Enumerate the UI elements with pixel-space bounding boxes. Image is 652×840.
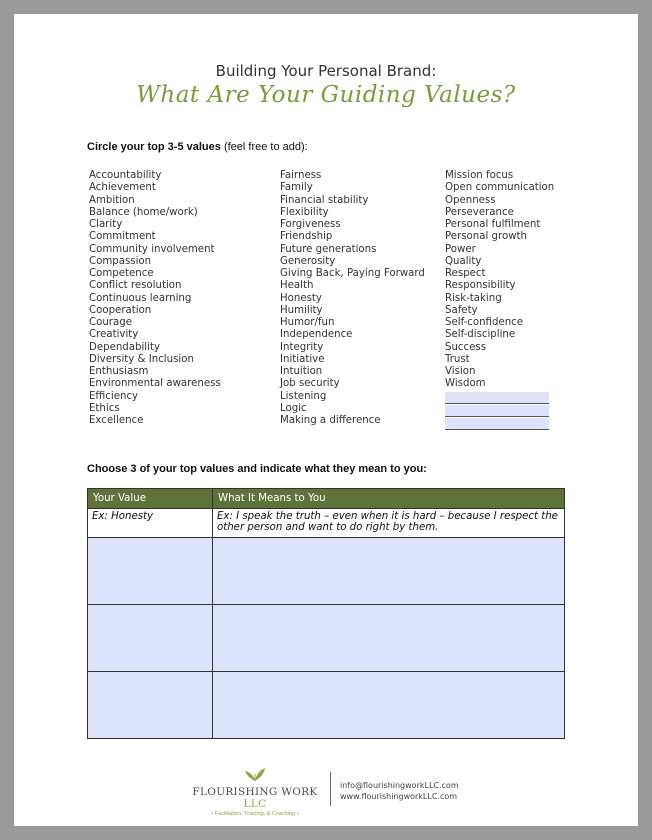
value-item[interactable]: Dependability	[89, 341, 160, 353]
value-field-1[interactable]	[88, 538, 213, 605]
value-item[interactable]: Logic	[280, 402, 307, 414]
meaning-field-3[interactable]	[213, 672, 565, 739]
value-item[interactable]: Initiative	[280, 353, 325, 365]
add-value-field-2[interactable]	[445, 405, 549, 417]
circle-values-instruction	[87, 141, 308, 153]
header-meaning: What It Means to You	[213, 489, 565, 509]
header-your-value: Your Value	[88, 489, 213, 509]
add-value-field-1[interactable]	[445, 392, 549, 404]
value-item[interactable]: Efficiency	[89, 390, 139, 402]
value-item[interactable]: Openness	[445, 194, 496, 206]
value-item[interactable]: Honesty	[280, 292, 322, 304]
value-field-3[interactable]	[88, 672, 213, 739]
value-item[interactable]: Personal growth	[445, 231, 527, 243]
value-item[interactable]: Compassion	[89, 255, 152, 267]
value-item[interactable]: Family	[280, 182, 313, 194]
worksheet-page	[14, 14, 638, 826]
add-value-field-3[interactable]	[445, 418, 549, 430]
values-column-1	[89, 170, 221, 427]
value-item[interactable]: Integrity	[280, 341, 324, 353]
value-item[interactable]: Mission focus	[445, 170, 514, 181]
value-item[interactable]: Generosity	[280, 255, 336, 267]
value-item[interactable]: Balance (home/work)	[89, 206, 198, 218]
values-meaning-table	[87, 488, 565, 739]
values-column-3	[445, 170, 554, 430]
meaning-field-1[interactable]	[213, 538, 565, 605]
value-item[interactable]: Trust	[445, 353, 470, 365]
value-item[interactable]: Continuous learning	[89, 292, 192, 304]
value-item[interactable]: Cooperation	[89, 304, 152, 316]
value-item[interactable]: Job security	[280, 378, 340, 390]
table-row	[88, 538, 565, 605]
value-item[interactable]: Responsibility	[445, 280, 516, 292]
value-field-2[interactable]	[88, 605, 213, 672]
value-item[interactable]: Respect	[445, 268, 486, 279]
value-item[interactable]: Diversity & Inclusion	[89, 353, 194, 365]
page-subtitle: What Are Your Guiding Values?	[136, 82, 516, 108]
value-item[interactable]: Quality	[445, 255, 482, 267]
value-item[interactable]: Safety	[445, 304, 478, 316]
value-item[interactable]: Friendship	[280, 231, 333, 243]
value-item[interactable]: Enthusiasm	[89, 366, 149, 377]
value-item[interactable]: Listening	[280, 390, 327, 402]
value-item[interactable]: Community involvement	[89, 243, 215, 255]
value-item[interactable]: Giving Back, Paying Forward	[280, 268, 425, 279]
value-item[interactable]: Forgiveness	[280, 219, 341, 230]
value-item[interactable]: Risk-taking	[445, 292, 502, 304]
value-item[interactable]: Courage	[89, 317, 132, 328]
example-value: Ex: Honesty	[88, 509, 213, 538]
contact-info	[340, 780, 459, 802]
value-item[interactable]: Excellence	[89, 415, 144, 426]
leaf-icon	[242, 766, 268, 782]
example-row	[88, 509, 565, 538]
value-item[interactable]: Health	[280, 280, 314, 292]
value-item[interactable]: Making a difference	[280, 415, 381, 426]
value-item[interactable]: Open communication	[445, 182, 555, 194]
table-row	[88, 605, 565, 672]
value-item[interactable]: Commitment	[89, 231, 156, 243]
value-item[interactable]: Future generations	[280, 243, 377, 255]
value-item[interactable]: Self-discipline	[445, 329, 516, 341]
value-item[interactable]: Humility	[280, 304, 323, 316]
value-item[interactable]: Competence	[89, 268, 154, 279]
instruction-bold: Circle your top 3-5 values	[87, 141, 221, 153]
brand-name: FLOURISHING WORK LLC	[192, 786, 318, 810]
website-link[interactable]: www.flourishingworkLLC.com	[340, 792, 458, 801]
value-item[interactable]: Environmental awareness	[89, 378, 221, 390]
example-meaning: Ex: I speak the truth – even when it is hard – because I respect the other person and want to do right by them.	[213, 509, 565, 538]
meaning-field-2[interactable]	[213, 605, 565, 672]
value-item[interactable]: Accountability	[89, 170, 162, 181]
value-item[interactable]: Power	[445, 243, 476, 255]
value-item[interactable]: Humor/fun	[280, 317, 335, 328]
values-column-2	[280, 170, 425, 427]
value-item[interactable]: Ethics	[89, 402, 120, 414]
choose-values-instruction: Choose 3 of your top values and indicate what they mean to you:	[87, 463, 427, 475]
page-title: Building Your Personal Brand:	[215, 62, 437, 80]
value-item[interactable]: Personal fulfilment	[445, 219, 541, 230]
value-item[interactable]: Vision	[445, 366, 476, 377]
value-item[interactable]: Self-confidence	[445, 317, 524, 328]
table-header-row	[88, 489, 565, 509]
value-item[interactable]: Conflict resolution	[89, 280, 182, 292]
company-logo	[186, 766, 324, 817]
value-item[interactable]: Success	[445, 341, 487, 353]
table-row	[88, 672, 565, 739]
instruction-rest: (feel free to add):	[220, 141, 308, 153]
value-item[interactable]: Clarity	[89, 219, 123, 230]
value-item[interactable]: Fairness	[280, 170, 322, 181]
value-item[interactable]: Ambition	[89, 194, 135, 206]
value-item[interactable]: Financial stability	[280, 194, 369, 206]
value-item[interactable]: Wisdom	[445, 378, 486, 390]
value-item[interactable]: Creativity	[89, 329, 139, 341]
value-item[interactable]: Independence	[280, 329, 353, 341]
email-link[interactable]: info@flourishingworkLLC.com	[340, 781, 459, 790]
footer-divider	[330, 772, 331, 806]
brand-tagline: • Facilitation, Training, & Coaching •	[211, 811, 299, 817]
value-item[interactable]: Perseverance	[445, 206, 514, 218]
value-item[interactable]: Intuition	[280, 366, 323, 377]
value-item[interactable]: Flexibility	[280, 206, 329, 218]
value-item[interactable]: Achievement	[89, 182, 156, 194]
